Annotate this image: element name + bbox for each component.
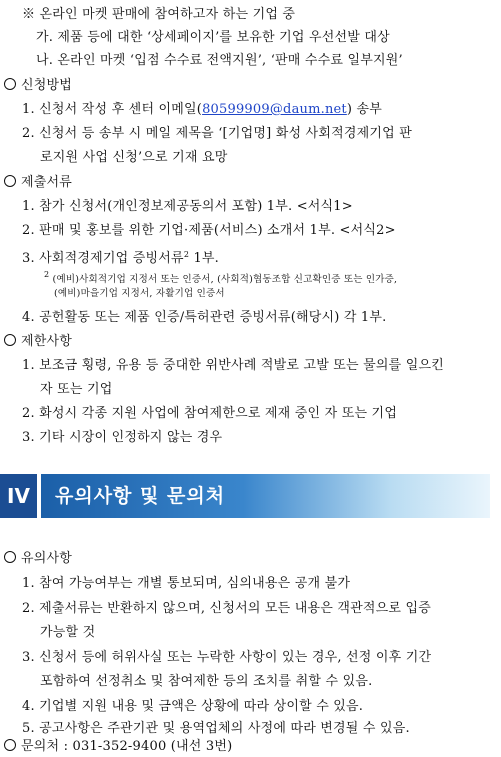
email-link[interactable]: 80599909@daum.net bbox=[202, 102, 347, 117]
apply-item-1-pre: 1. 신청서 작성 후 센터 이메일( bbox=[22, 102, 203, 117]
restrictions-heading-text: 제한사항 bbox=[21, 334, 73, 349]
section-number: IV bbox=[0, 474, 37, 518]
footnote-ref: 2 bbox=[183, 250, 190, 259]
apply-item-2-line1: 2. 신청서 등 송부 시 메일 제목을 ‘[기업명] 화성 사회적경제기업 판 bbox=[22, 126, 412, 141]
circle-bullet-icon bbox=[4, 551, 16, 563]
notes-heading-text: 유의사항 bbox=[21, 551, 73, 566]
circle-bullet-icon bbox=[4, 739, 16, 751]
notes-item-1: 1. 참여 가능여부는 개별 통보되며, 심의내용은 공개 불가 bbox=[22, 576, 351, 591]
notes-item-3-line2: 포함하여 선정취소 및 참여제한 등의 조치를 취할 수 있음. bbox=[40, 674, 373, 689]
notes-item-2-line2: 가능할 것 bbox=[40, 625, 96, 640]
restriction-item-1-line2: 자 또는 기업 bbox=[40, 382, 113, 397]
restriction-item-2: 2. 화성시 각종 지원 사업에 참여제한으로 제재 중인 자 또는 기업 bbox=[22, 406, 398, 421]
online-market-note-ga: 가. 제품 등에 대한 ‘상세페이지’를 보유한 기업 우선선발 대상 bbox=[36, 30, 390, 45]
circle-bullet-icon bbox=[4, 175, 16, 187]
online-market-note-na: 나. 온라인 마켓 ‘입점 수수료 전액지원’, ‘판매 수수료 일부지원’ bbox=[36, 53, 403, 68]
submit-docs-heading-text: 제출서류 bbox=[21, 175, 73, 190]
contact-line bbox=[4, 738, 232, 756]
docs-item-3 bbox=[22, 246, 219, 268]
footnote-text-1: (예비)사회적기업 지정서 또는 인증서, (사회적)협동조합 신고확인증 또는 인가증, bbox=[52, 274, 398, 285]
docs-item-4: 4. 공헌활동 또는 제품 인증/특허관련 증빙서류(해당시) 각 1부. bbox=[22, 310, 387, 325]
docs-item-2: 2. 판매 및 홍보를 위한 기업·제품(서비스) 소개서 1부. <서식2> bbox=[22, 223, 396, 238]
docs-item-3-tail: 1부. bbox=[189, 251, 220, 266]
submit-docs-heading bbox=[4, 174, 72, 192]
section-title: 유의사항 및 문의처 bbox=[55, 485, 226, 507]
notes-item-5: 5. 공고사항은 주관기관 및 용역업체의 사정에 따라 변경될 수 있음. bbox=[22, 721, 410, 736]
restriction-item-3: 3. 기타 시장이 인정하지 않는 경우 bbox=[22, 430, 223, 445]
apply-item-2-line2: 로지원 사업 신청’으로 기재 요망 bbox=[40, 150, 228, 165]
notes-heading bbox=[4, 550, 72, 568]
contact-text: 문의처 : 031-352-9400 (내선 3번) bbox=[21, 739, 233, 754]
online-market-note: ※ 온라인 마켓 판매에 참여하고자 하는 기업 중 bbox=[22, 7, 296, 22]
section-banner bbox=[0, 474, 490, 518]
notes-item-4: 4. 기업별 지원 내용 및 금액은 상황에 따라 상이할 수 있음. bbox=[22, 699, 364, 714]
apply-method-heading bbox=[4, 77, 72, 95]
footnote-mark: 2 bbox=[44, 270, 50, 279]
footnote-line-2: (예비)마을기업 지정서, 자활기업 인증서 bbox=[54, 288, 225, 299]
circle-bullet-icon bbox=[4, 78, 16, 90]
notes-item-2-line1: 2. 제출서류는 반환하지 않으며, 신청서의 모든 내용은 객관적으로 입증 bbox=[22, 601, 432, 616]
apply-method-heading-text: 신청방법 bbox=[21, 78, 73, 93]
circle-bullet-icon bbox=[4, 334, 16, 346]
docs-item-1: 1. 참가 신청서(개인정보제공동의서 포함) 1부. <서식1> bbox=[22, 199, 353, 214]
apply-item-1-post: ) 송부 bbox=[346, 102, 382, 117]
apply-item-1 bbox=[22, 101, 382, 119]
restriction-item-1-line1: 1. 보조금 횡령, 유용 등 중대한 위반사례 적발로 고발 또는 물의를 일으킨 bbox=[22, 358, 445, 373]
footnote-line-1 bbox=[44, 268, 397, 287]
restrictions-heading bbox=[4, 333, 72, 351]
notes-item-3-line1: 3. 신청서 등에 허위사실 또는 누락한 사항이 있는 경우, 선정 이후 기간 bbox=[22, 650, 432, 665]
docs-item-3-text: 3. 사회적경제기업 증빙서류 bbox=[22, 251, 184, 266]
